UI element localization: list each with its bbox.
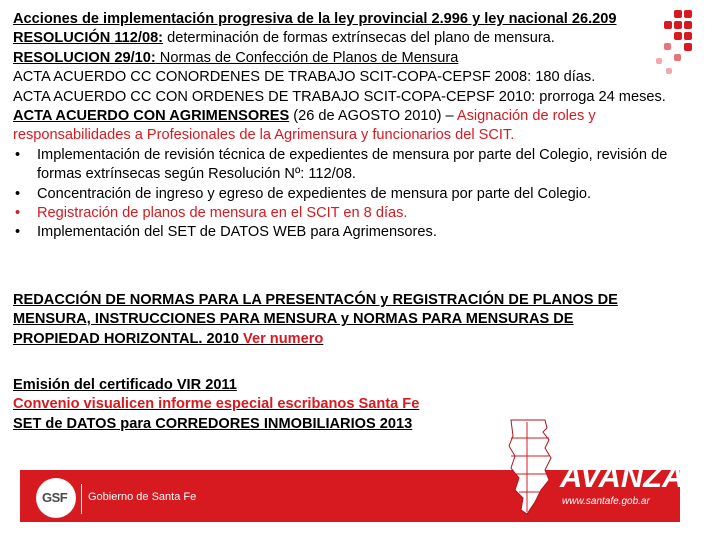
acta-2010-line: ACTA ACUERDO CC CON ORDENES DE TRABAJO SCIT-COPA-CEPSF 2010: prorroga 24 meses. (13, 88, 666, 105)
resolution-29-label: RESOLUCION 29/10: (13, 49, 156, 66)
red-dots-decoration-icon (640, 10, 700, 90)
acta-2008-line: ACTA ACUERDO CC CONORDENES DE TRABAJO SCIT-COPA-CEPSF 2008: 180 días. (13, 69, 596, 86)
acta-agrimensores-label: ACTA ACUERDO CON AGRIMENSORES (13, 108, 290, 125)
set-datos-corredores-line: SET de DATOS para CORREDORES INMOBILIARIOS 2013 (13, 415, 413, 432)
ver-numero-link[interactable]: Ver numero (243, 330, 324, 347)
actions-bullet-list (13, 146, 678, 243)
convenio-escribanos-link[interactable]: Convenio visualicen informe especial escribanos Santa Fe (13, 396, 420, 413)
acta-agrimensores-paragraph (13, 107, 653, 146)
redaccion-text: REDACCIÓN DE NORMAS PARA LA PRESENTACÓN y REGISTRACIÓN DE PLANOS DE MENSURA, INSTRUCCIONES PARA MENSURA y NORMAS PARA MENSURAS DE PROPIEDAD HORIZONTAL. 2010 (13, 292, 618, 347)
bullet-item-registracion: • Registración de planos de mensura en el SCIT en 8 días. (13, 204, 678, 223)
resolution-29-line (13, 49, 708, 68)
resolution-112-line (13, 29, 708, 48)
final-block (13, 376, 473, 434)
santa-fe-brand-line: SANTA FE (562, 438, 684, 465)
avanza-brand-line: AVANZA (560, 459, 685, 494)
resolution-112-label: RESOLUCIÓN 112/08: (13, 30, 164, 47)
gsf-logo-text: GSF (42, 490, 68, 505)
bullet-item-revision: • Implementación de revisión técnica de expedientes de mensura por parte del Colegio, revisión de formas extrínsecas según Resolución Nº: 112/08. (13, 146, 678, 185)
gobierno-label: Gobierno de Santa Fe (88, 491, 197, 503)
certificado-vir-line: Emisión del certificado VIR 2011 (13, 377, 237, 393)
santafe-website-url[interactable]: www.santafe.gob.ar (562, 496, 650, 507)
acta-agrimensores-roles: Asignación de roles y responsabilidades a Profesionales de la Agrimensura y funcionarios del SCIT. (13, 108, 596, 144)
bullet-item-concentracion: • Concentración de ingreso y egreso de expedientes de mensura por parte del Colegio. (13, 185, 678, 204)
resolution-29-text: Normas de Confección de Planos de Mensura (155, 49, 459, 66)
redaccion-paragraph (13, 291, 638, 349)
acta-agrimensores-date: (26 de AGOSTO 2010) – (289, 108, 457, 125)
resolution-112-text: determinación de formas extrínsecas del plano de mensura. (163, 30, 555, 47)
bullet-item-set-datos: • Implementación del SET de DATOS WEB para Agrimensores. (13, 223, 678, 242)
footer-divider (81, 484, 82, 514)
page-title: Acciones de implementación progresiva de la ley provincial 2.996 y ley nacional 26.209 (13, 11, 617, 27)
santa-fe-province-map-icon (505, 418, 553, 516)
intro-block (13, 10, 708, 243)
